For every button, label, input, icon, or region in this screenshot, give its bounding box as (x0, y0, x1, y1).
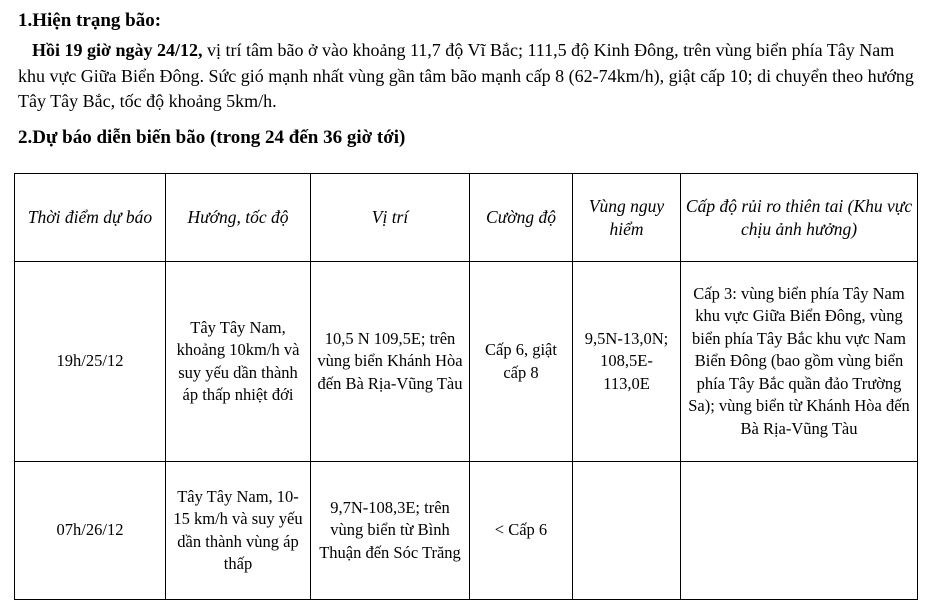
cell-time: 07h/26/12 (15, 462, 166, 600)
header-risk-level: Cấp độ rủi ro thiên tai (Khu vực chịu ảnh hưởng) (681, 174, 918, 262)
header-intensity: Cường độ (470, 174, 573, 262)
cell-intensity: < Cấp 6 (470, 462, 573, 600)
table-row (15, 262, 918, 462)
cell-danger-zone (573, 462, 681, 600)
current-status-paragraph (18, 38, 918, 115)
status-body-text: vị trí tâm bão ở vào khoảng 11,7 độ Vĩ Bắc; 111,5 độ Kinh Đông, trên vùng biển phía Tây Nam khu vực Giữa Biển Đông. Sức gió mạnh nhất vùng gần tâm bão mạnh cấp 8 (62-74km/h), giật cấp 10; di chuyển theo hướng Tây Tây Bắc, tốc độ khoảng 5km/h. (18, 40, 914, 111)
header-forecast-time: Thời điểm dự báo (15, 174, 166, 262)
section-1-heading: 1.Hiện trạng bão: (18, 10, 162, 31)
cell-risk-level: Cấp 3: vùng biển phía Tây Nam khu vực Giữa Biển Đông, vùng biển phía Tây Bắc khu vực Nam Biển Đông (bao gồm vùng biển phía Tây Bắc quần đảo Trường Sa); vùng biển từ Khánh Hòa đến Bà Rịa-Vũng Tàu (681, 262, 918, 462)
header-position: Vị trí (311, 174, 470, 262)
table-row (15, 462, 918, 600)
cell-position: 9,7N-108,3E; trên vùng biển từ Bình Thuận đến Sóc Trăng (311, 462, 470, 600)
header-direction-speed: Hướng, tốc độ (166, 174, 311, 262)
cell-intensity: Cấp 6, giật cấp 8 (470, 262, 573, 462)
cell-direction-speed: Tây Tây Nam, khoảng 10km/h và suy yếu dần thành áp thấp nhiệt đới (166, 262, 311, 462)
header-danger-zone: Vùng nguy hiểm (573, 174, 681, 262)
table-header-row (15, 174, 918, 262)
section-2-heading: 2.Dự báo diễn biến bão (trong 24 đến 36 giờ tới) (18, 127, 406, 148)
forecast-table (14, 173, 918, 600)
status-time-lead: Hồi 19 giờ ngày 24/12, (32, 40, 203, 60)
cell-position: 10,5 N 109,5E; trên vùng biển Khánh Hòa đến Bà Rịa-Vũng Tàu (311, 262, 470, 462)
cell-risk-level (681, 462, 918, 600)
cell-time: 19h/25/12 (15, 262, 166, 462)
cell-direction-speed: Tây Tây Nam, 10-15 km/h và suy yếu dần thành vùng áp thấp (166, 462, 311, 600)
cell-danger-zone: 9,5N-13,0N; 108,5E-113,0E (573, 262, 681, 462)
